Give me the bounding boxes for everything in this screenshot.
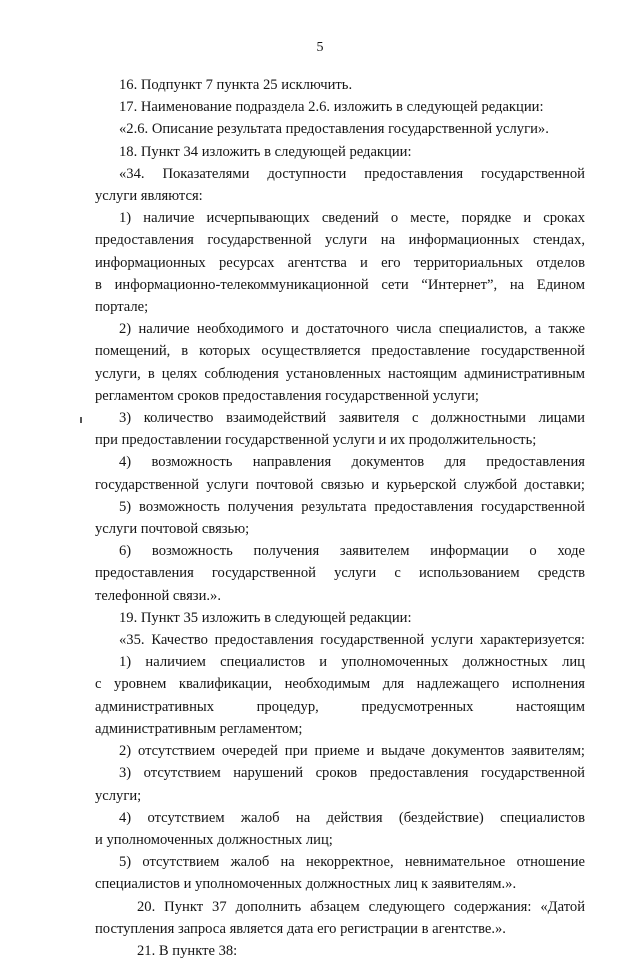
text-line: услуги почтовой связью; bbox=[95, 521, 250, 538]
text-line: 1) наличием специалистов и уполномоченных должностных лиц bbox=[119, 654, 585, 671]
text-line: 5) отсутствием жалоб на некорректное, невнимательное отношение bbox=[119, 854, 585, 871]
text-line: предоставления государственной услуги с использованием средств bbox=[95, 565, 585, 582]
text-line: «35. Качество предоставления государственной услуги характеризуется: bbox=[119, 632, 585, 649]
text-line: 3) количество взаимодействий заявителя с должностными лицами bbox=[119, 410, 585, 427]
text-line: телефонной связи.». bbox=[95, 587, 221, 604]
text-line: 17. Наименование подраздела 2.6. изложить в следующей редакции: bbox=[119, 99, 544, 116]
text-line: при предоставлении государственной услуги и их продолжительность; bbox=[95, 432, 537, 449]
text-line: 21. В пункте 38: bbox=[137, 942, 238, 959]
scan-mark bbox=[80, 417, 82, 423]
text-line: административным регламентом; bbox=[95, 720, 303, 737]
text-line: 16. Подпункт 7 пункта 25 исключить. bbox=[119, 77, 353, 93]
text-line: поступления запроса является дата его регистрации в агентстве.». bbox=[95, 920, 506, 937]
text-line: в информационно-телекоммуникационной сети “Интернет”, на Едином bbox=[95, 276, 585, 293]
text-line: административных процедур, предусмотренных настоящим bbox=[95, 698, 585, 715]
text-line: с уровнем квалификации, необходимым для надлежащего исполнения bbox=[95, 676, 585, 693]
page-number: 5 bbox=[316, 40, 324, 55]
text-line: информационных ресурсах агентства и его территориальных отделов bbox=[95, 254, 585, 271]
text-line: предоставления государственной услуги на информационных стендах, bbox=[95, 232, 585, 249]
text-line: 18. Пункт 34 изложить в следующей редакции: bbox=[119, 143, 412, 160]
text-line: «2.6. Описание результата предоставления государственной услуги». bbox=[119, 121, 549, 138]
text-line: «34. Показателями доступности предоставления государственной bbox=[119, 165, 585, 182]
text-line: 6) возможность получения заявителем информации о ходе bbox=[119, 543, 585, 560]
document-body bbox=[95, 74, 585, 962]
text-line: 1) наличие исчерпывающих сведений о месте, порядке и сроках bbox=[119, 210, 585, 227]
text-line: 3) отсутствием нарушений сроков предоставления государственной bbox=[119, 765, 585, 782]
text-line: 2) наличие необходимого и достаточного числа специалистов, а также bbox=[119, 321, 585, 338]
text-line: помещений, в которых осуществляется предоставление государственной bbox=[95, 343, 585, 360]
text-line: и уполномоченных должностных лиц; bbox=[95, 831, 333, 848]
text-line: 2) отсутствием очередей при приеме и выдаче документов заявителям; bbox=[119, 743, 585, 760]
text-line: 20. Пункт 37 дополнить абзацем следующего содержания: «Датой bbox=[137, 898, 585, 915]
text-line: регламентом сроков предоставления государственной услуги; bbox=[95, 387, 479, 404]
text-line: услуги; bbox=[95, 787, 142, 804]
text-line: 19. Пункт 35 изложить в следующей редакции: bbox=[119, 609, 412, 626]
text-line: портале; bbox=[95, 299, 149, 316]
text-line: 4) возможность направления документов для предоставления bbox=[119, 454, 585, 471]
text-line: государственной услуги почтовой связью и курьерской службой доставки; bbox=[95, 476, 585, 493]
text-line: специалистов и уполномоченных должностных лиц к заявителям.». bbox=[95, 876, 517, 893]
text-line: 4) отсутствием жалоб на действия (бездействие) специалистов bbox=[119, 809, 585, 826]
text-line: услуги являются: bbox=[95, 188, 203, 205]
text-line: 5) возможность получения результата предоставления государственной bbox=[119, 498, 585, 515]
text-line: услуги, в целях соблюдения установленных настоящим административным bbox=[95, 365, 585, 382]
